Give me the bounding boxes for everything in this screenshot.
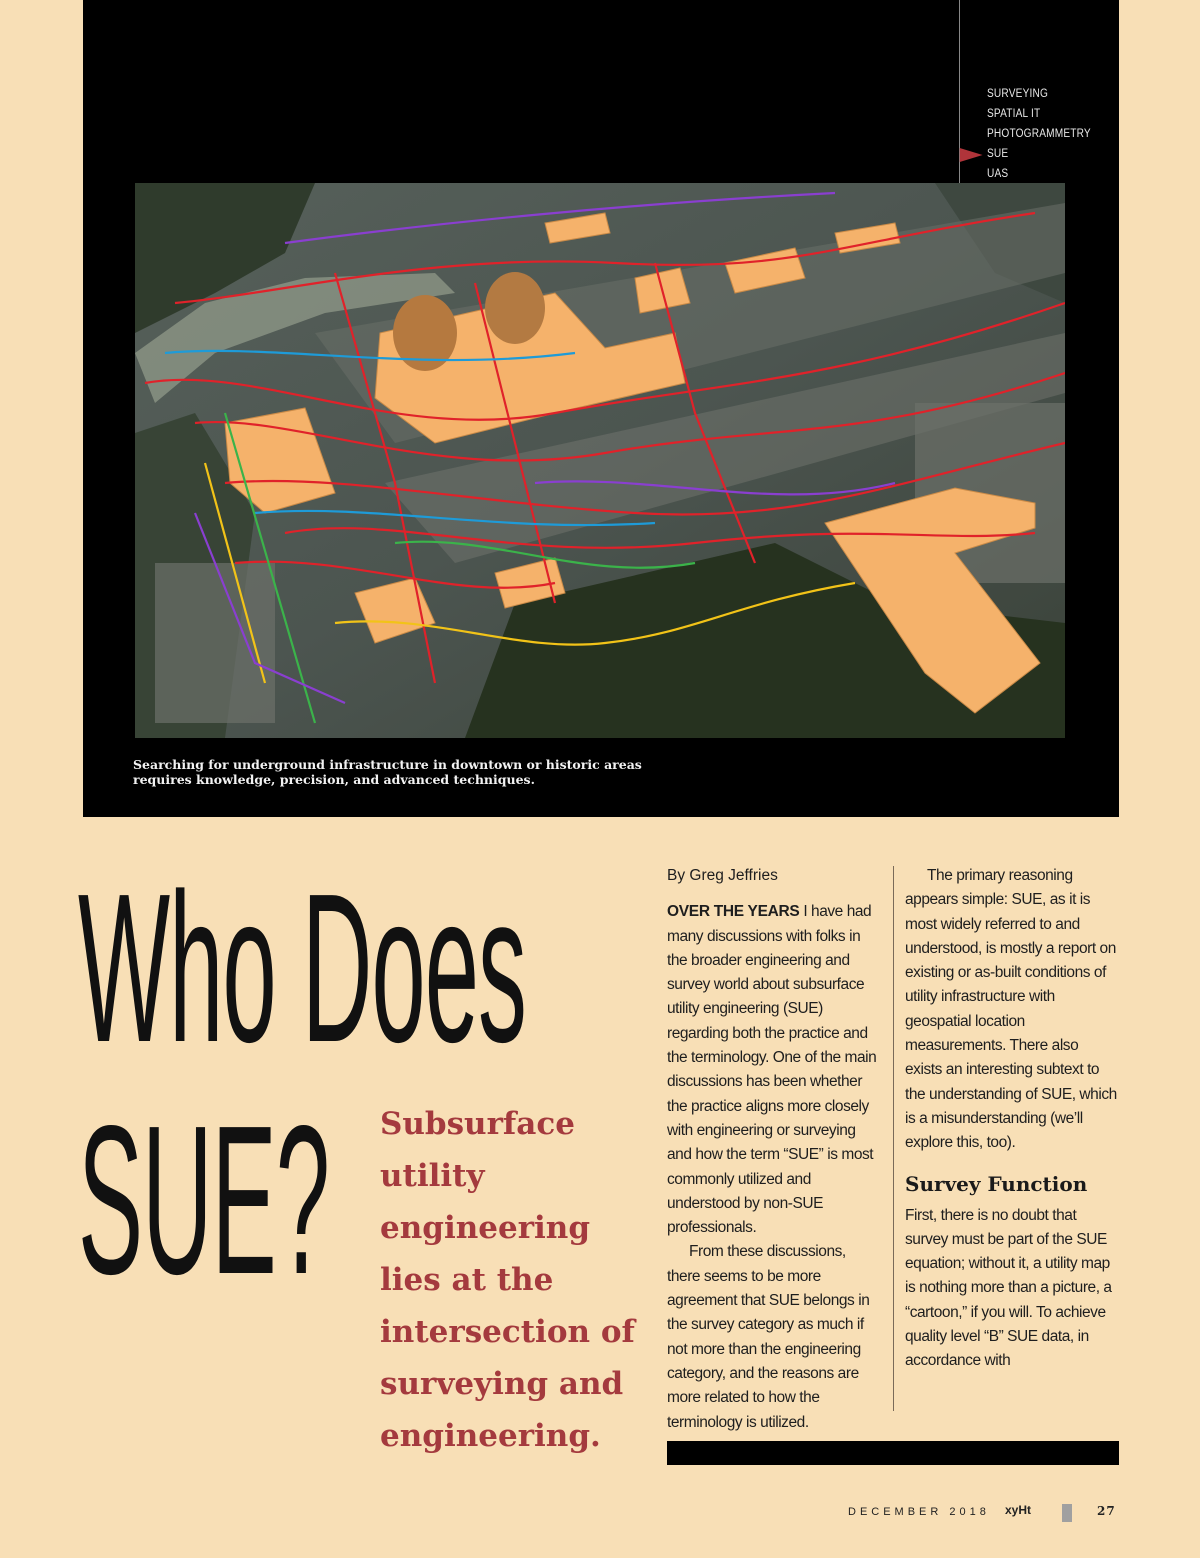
photo-caption: Searching for underground infrastructure in downtown or historic areas requires knowledge, precision, and advanced techniques. xyxy=(133,757,642,787)
footer-page-number: 27 xyxy=(1097,1504,1116,1518)
article-column-1 xyxy=(667,864,882,1435)
column-divider xyxy=(893,866,894,1411)
headline-line-2: SUE? xyxy=(78,1081,330,1318)
bottom-rule-bar xyxy=(667,1441,1119,1465)
footer-magazine-brand: xyHt xyxy=(1005,1503,1032,1517)
lead-in: OVER THE YEARS xyxy=(667,903,800,921)
body-paragraph-4: First, there is no doubt that survey must be part of the SUE equation; without it, a utility map is nothing more than a picture, a “cartoon,” if you will. To achieve quality level “B” SUE data, in accordance with xyxy=(905,1206,1112,1370)
body-paragraph-1 xyxy=(667,900,882,1240)
section-nav-item-sue[interactable]: SUE xyxy=(987,144,1091,164)
section-nav-item-spatial-it[interactable]: SPATIAL IT xyxy=(987,108,1041,120)
body-paragraph-3: The primary reasoning appears simple: SUE, as it is most widely referred to and understood, is mostly a report on existing or as-built conditions of utility infrastructure with geospatial location measurements. There also exists an interesting subtext to the understanding of SUE, which is a misunderstanding (we’ll explore this, too). xyxy=(905,867,1117,1152)
byline: By Greg Jeffries xyxy=(667,867,778,884)
body-paragraph-2: From these discussions, there seems to be more agreement that SUE belongs in the survey category as much if not more than the engineering category, and the reasons are more related to how the terminology is utilized. xyxy=(667,1243,870,1431)
aerial-utility-map-image xyxy=(135,183,1065,738)
article-column-2 xyxy=(905,864,1117,1374)
deck-subtitle: Subsurface utility engineering lies at the intersection of surveying and engineering. xyxy=(380,1106,635,1454)
section-subhead: Survey Function xyxy=(905,1171,1088,1196)
section-nav-item-uas[interactable]: UAS xyxy=(987,168,1009,180)
footer-separator-block xyxy=(1062,1504,1072,1522)
section-nav-item-surveying[interactable]: SURVEYING xyxy=(987,88,1049,100)
body-paragraph-1-text: I have had many discussions with folks in the broader engineering and survey world about subsurface utility engineering (SUE) regarding both the practice and the terminology. One of the main discussions has been whether the practice aligns more closely with engineering or surveying and how the term “SUE” is most commonly utilized and understood by non-SUE professionals. xyxy=(667,903,877,1237)
section-nav-item-photogrammetry[interactable]: PHOTOGRAMMETRY xyxy=(987,128,1091,140)
footer-issue-date: DECEMBER 2018 xyxy=(848,1506,990,1518)
section-nav-rule xyxy=(959,0,960,212)
headline-line-1: Who Does xyxy=(78,849,526,1086)
